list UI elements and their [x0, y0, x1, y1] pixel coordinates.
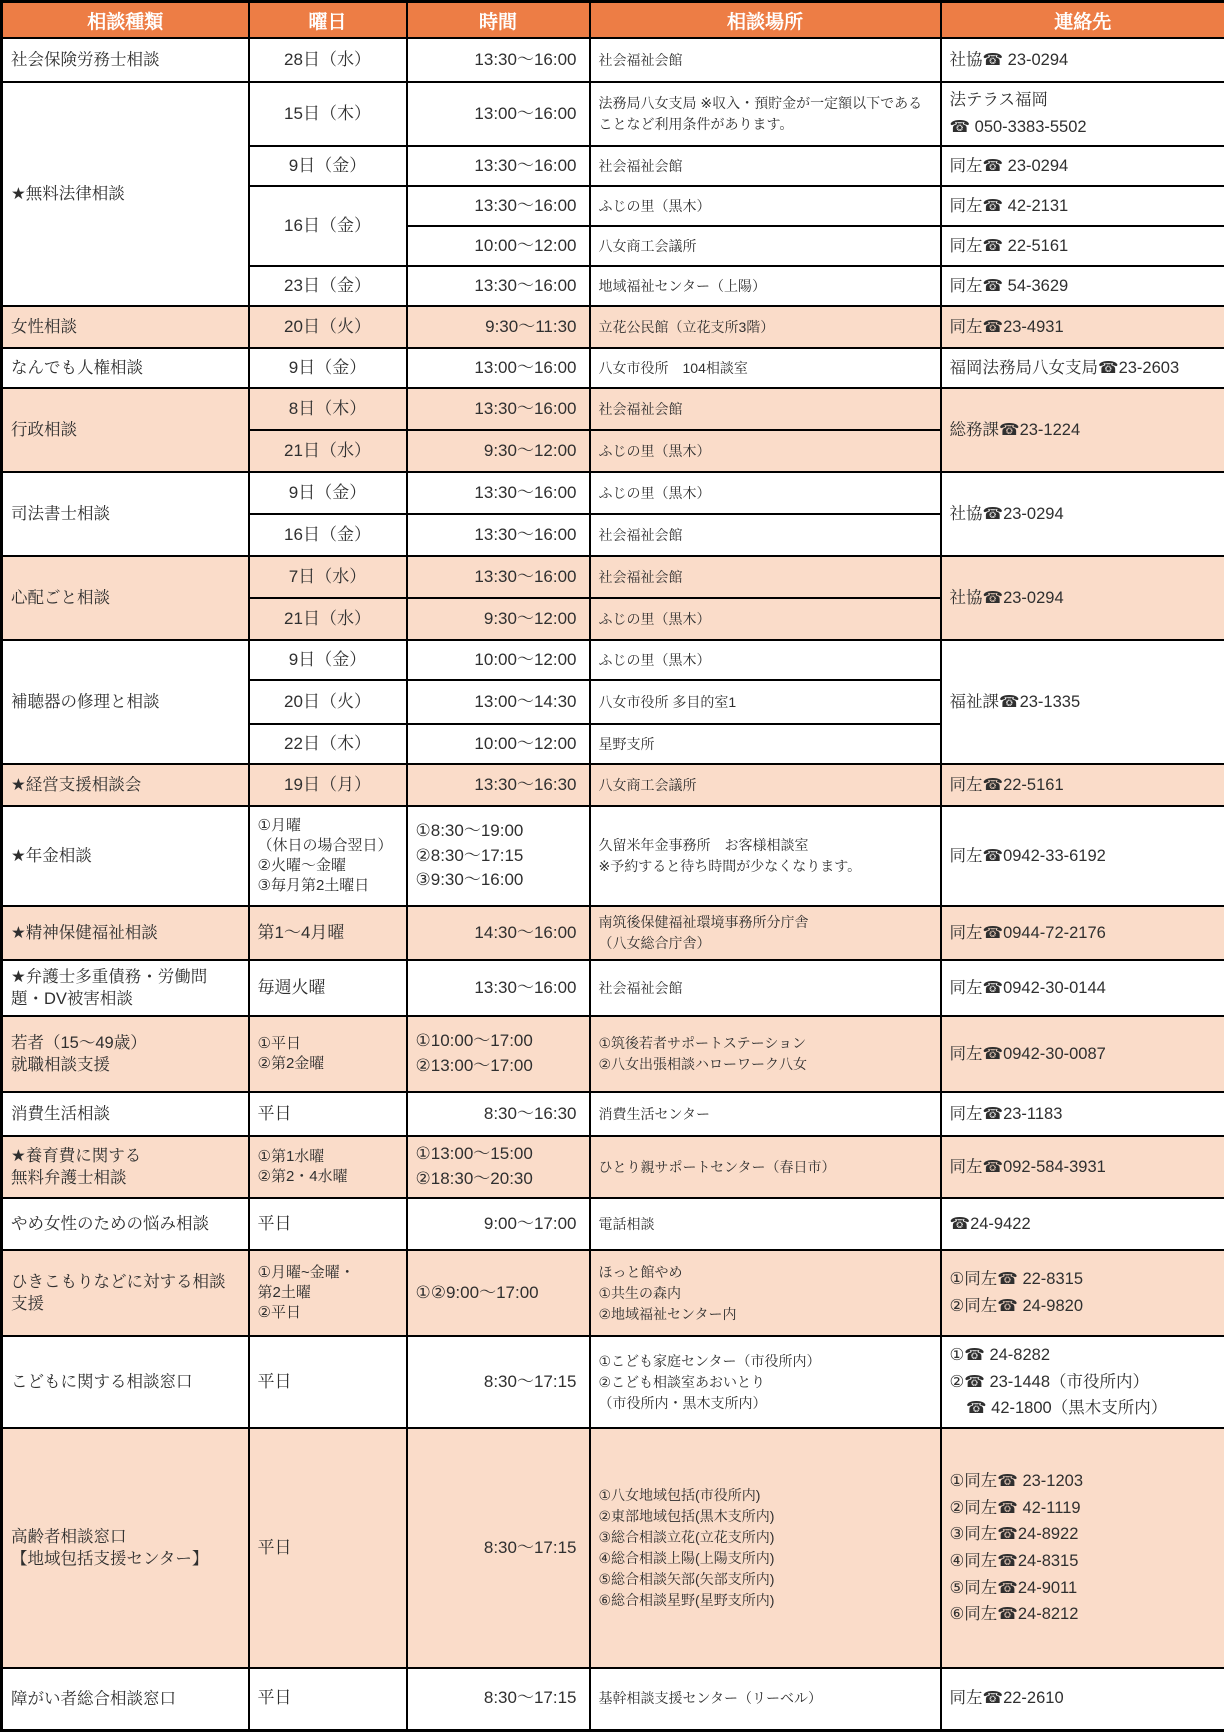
contact-cell: 同左☎0944-72-2176 [941, 906, 1224, 960]
place-cell: ほっと館やめ ①共生の森内 ②地域福祉センター内 [590, 1250, 941, 1336]
contact-cell: ☎24-9422 [941, 1198, 1224, 1250]
contact-cell: 同左☎ 54-3629 [941, 266, 1224, 306]
table-row [2, 1428, 1224, 1668]
day-cell: 9日（金） [249, 472, 407, 514]
table-row [2, 640, 1224, 680]
time-cell: 13:00～16:00 [407, 348, 590, 388]
contact-cell: 同左☎23-4931 [941, 306, 1224, 348]
contact-cell: 社協☎ 23-0294 [941, 38, 1224, 82]
time-cell: 13:30～16:00 [407, 266, 590, 306]
type-cell: ★精神保健福祉相談 [2, 906, 249, 960]
phone-icon: ☎ [964, 1345, 985, 1365]
phone-icon: ☎ [982, 49, 1004, 69]
type-cell: 若者（15～49歳） 就職相談支援 [2, 1016, 249, 1092]
contact-cell: 社協☎23-0294 [941, 556, 1224, 640]
table-row [2, 1016, 1224, 1092]
day-cell: ①月曜~金曜・ 第2土曜 ②平日 [249, 1250, 407, 1336]
contact-cell: 同左☎092-584-3931 [941, 1136, 1224, 1198]
time-cell: 13:30～16:00 [407, 556, 590, 598]
time-cell: 13:30～16:00 [407, 38, 590, 82]
type-cell: 司法書士相談 [2, 472, 249, 556]
phone-icon: ☎ [982, 155, 1004, 175]
type-cell: ★経営支援相談会 [2, 764, 249, 806]
time-cell: 14:30～16:00 [407, 906, 590, 960]
day-cell: 20日（火） [249, 680, 407, 724]
place-cell: ふじの里（黒木） [590, 472, 941, 514]
type-cell: ひきこもりなどに対する相談支援 [2, 1250, 249, 1336]
phone-icon: ☎ [982, 977, 1004, 997]
place-cell: 立花公民館（立花支所3階） [590, 306, 941, 348]
place-cell: 社会福祉会館 [590, 960, 941, 1016]
phone-icon: ☎ [982, 235, 1004, 255]
place-cell: 八女市役所 104相談室 [590, 348, 941, 388]
place-cell: 電話相談 [590, 1198, 941, 1250]
phone-icon: ☎ [1098, 357, 1119, 377]
day-cell: 平日 [249, 1198, 407, 1250]
day-cell: 23日（金） [249, 266, 407, 306]
type-cell: 社会保険労務士相談 [2, 38, 249, 82]
header-day: 曜日 [249, 2, 407, 39]
table-row [2, 306, 1224, 348]
place-cell: 社会福祉会館 [590, 514, 941, 556]
table-row [2, 1136, 1224, 1198]
contact-cell: 同左☎22-5161 [941, 764, 1224, 806]
contact-cell: 同左☎0942-30-0144 [941, 960, 1224, 1016]
place-cell: ①八女地域包括(市役所内) ②東部地域包括(黒木支所内) ③総合相談立花(立花支所内) ④総合相談上陽(上陽支所内) ⑤総合相談矢部(矢部支所内) ⑥総合相談星野(星野支所内) [590, 1428, 941, 1668]
table-row [2, 388, 1224, 430]
type-cell: なんでも人権相談 [2, 348, 249, 388]
time-cell: 13:00～16:00 [407, 82, 590, 146]
table-row [2, 1250, 1224, 1336]
place-cell: 星野支所 [590, 724, 941, 764]
table-row [2, 348, 1224, 388]
phone-icon: ☎ [949, 116, 971, 136]
header-time: 時間 [407, 2, 590, 39]
type-cell: 行政相談 [2, 388, 249, 472]
time-cell: 10:00～12:00 [407, 640, 590, 680]
phone-icon: ☎ [997, 1497, 1018, 1517]
phone-icon: ☎ [982, 1043, 1004, 1063]
header-contact: 連絡先 [941, 2, 1224, 39]
table-row [2, 556, 1224, 598]
day-cell: 9日（金） [249, 348, 407, 388]
phone-icon: ☎ [964, 1371, 985, 1391]
contact-cell: 同左☎0942-30-0087 [941, 1016, 1224, 1092]
place-cell: 八女商工会議所 [590, 226, 941, 266]
time-cell: 13:30～16:00 [407, 186, 590, 226]
schedule-table-body [2, 38, 1224, 1730]
day-cell: 20日（火） [249, 306, 407, 348]
day-cell: 16日（金） [249, 186, 407, 266]
phone-icon: ☎ [982, 503, 1004, 523]
time-cell: 8:30～16:30 [407, 1092, 590, 1136]
day-cell: 平日 [249, 1336, 407, 1428]
day-cell: 21日（水） [249, 598, 407, 640]
time-cell: 8:30～17:15 [407, 1668, 590, 1730]
table-header [2, 2, 1224, 39]
time-cell: 13:30～16:00 [407, 146, 590, 186]
phone-icon: ☎ [999, 691, 1020, 711]
place-cell: ふじの里（黒木） [590, 640, 941, 680]
header-row [2, 2, 1224, 39]
table-row [2, 82, 1224, 146]
contact-cell: 福岡法務局八女支局☎23-2603 [941, 348, 1224, 388]
place-cell: ふじの里（黒木） [590, 430, 941, 472]
place-cell: 南筑後保健福祉環境事務所分庁舎 （八女総合庁舎） [590, 906, 941, 960]
header-consultation-type: 相談種類 [2, 2, 249, 39]
type-cell: やめ女性のための悩み相談 [2, 1198, 249, 1250]
day-cell: 9日（金） [249, 146, 407, 186]
place-cell: 久留米年金事務所 お客様相談室 ※予約すると待ち時間が少なくなります。 [590, 806, 941, 906]
phone-icon: ☎ [982, 316, 1004, 336]
table-row [2, 1668, 1224, 1730]
time-cell: 10:00～12:00 [407, 226, 590, 266]
day-cell: ①月曜 （休日の場合翌日） ②火曜～金曜 ③毎月第2土曜日 [249, 806, 407, 906]
phone-icon: ☎ [997, 1524, 1018, 1544]
type-cell: 障がい者総合相談窓口 [2, 1668, 249, 1730]
time-cell: 13:30～16:00 [407, 514, 590, 556]
place-cell: 消費生活センター [590, 1092, 941, 1136]
phone-icon: ☎ [997, 1296, 1018, 1315]
contact-cell: 福祉課☎23-1335 [941, 640, 1224, 764]
phone-icon: ☎ [982, 774, 1004, 794]
contact-cell: 同左☎0942-33-6192 [941, 806, 1224, 906]
time-cell: 13:30～16:00 [407, 388, 590, 430]
contact-cell: 法テラス福岡 ☎ 050-3383-5502 [941, 82, 1224, 146]
phone-icon: ☎ [997, 1577, 1018, 1597]
phone-icon: ☎ [982, 1688, 1004, 1708]
time-cell: 13:30～16:00 [407, 960, 590, 1016]
phone-icon: ☎ [982, 1103, 1004, 1123]
time-cell: 9:30～11:30 [407, 306, 590, 348]
contact-cell: 同左☎23-1183 [941, 1092, 1224, 1136]
day-cell: 22日（木） [249, 724, 407, 764]
phone-icon: ☎ [982, 922, 1004, 942]
type-cell: ★弁護士多重債務・労働問題・DV被害相談 [2, 960, 249, 1016]
contact-cell: ①同左☎ 22-8315 ②同左☎ 24-9820 [941, 1250, 1224, 1336]
type-cell: ★無料法律相談 [2, 82, 249, 306]
day-cell: 9日（金） [249, 640, 407, 680]
type-cell: 高齢者相談窓口 【地域包括支援センター】 [2, 1428, 249, 1668]
day-cell: 28日（水） [249, 38, 407, 82]
day-cell: 毎週火曜 [249, 960, 407, 1016]
phone-icon: ☎ [982, 195, 1004, 215]
time-cell: 9:30～12:00 [407, 598, 590, 640]
type-cell: 消費生活相談 [2, 1092, 249, 1136]
type-cell: 心配ごと相談 [2, 556, 249, 640]
day-cell: 第1～4月曜 [249, 906, 407, 960]
place-cell: ふじの里（黒木） [590, 598, 941, 640]
place-cell: 社会福祉会館 [590, 388, 941, 430]
place-cell: ひとり親サポートセンター（春日市） [590, 1136, 941, 1198]
phone-icon: ☎ [997, 1551, 1018, 1570]
contact-cell: 同左☎ 23-0294 [941, 146, 1224, 186]
phone-icon: ☎ [999, 419, 1020, 439]
phone-icon: ☎ [949, 1213, 971, 1233]
place-cell: 地域福祉センター（上陽） [590, 266, 941, 306]
table-row [2, 1198, 1224, 1250]
contact-cell: 社協☎23-0294 [941, 472, 1224, 556]
day-cell: 19日（月） [249, 764, 407, 806]
contact-cell: 総務課☎23-1224 [941, 388, 1224, 472]
header-place: 相談場所 [590, 2, 941, 39]
time-cell: 13:30～16:30 [407, 764, 590, 806]
time-cell: ①8:30～19:00 ②8:30～17:15 ③9:30～16:00 [407, 806, 590, 906]
place-cell: 八女商工会議所 [590, 764, 941, 806]
place-cell: ①こども家庭センター（市役所内） ②こども相談室あおいとり （市役所内・黒木支所内） [590, 1336, 941, 1428]
place-cell: 基幹相談支援センター（リーベル） [590, 1668, 941, 1730]
table-row [2, 472, 1224, 514]
phone-icon: ☎ [982, 587, 1004, 607]
day-cell: 7日（水） [249, 556, 407, 598]
phone-icon: ☎ [997, 1471, 1018, 1491]
time-cell: 10:00～12:00 [407, 724, 590, 764]
time-cell: 8:30～17:15 [407, 1428, 590, 1668]
day-cell: 平日 [249, 1092, 407, 1136]
day-cell: ①第1水曜 ②第2・4水曜 [249, 1136, 407, 1198]
contact-cell: 同左☎ 42-2131 [941, 186, 1224, 226]
place-cell: 社会福祉会館 [590, 38, 941, 82]
table-row [2, 38, 1224, 82]
table-row [2, 1092, 1224, 1136]
type-cell: ★年金相談 [2, 806, 249, 906]
table-row [2, 960, 1224, 1016]
time-cell: 9:00～17:00 [407, 1198, 590, 1250]
time-cell: ①10:00～17:00 ②13:00～17:00 [407, 1016, 590, 1092]
phone-icon: ☎ [982, 275, 1004, 295]
day-cell: ①平日 ②第2金曜 [249, 1016, 407, 1092]
day-cell: 平日 [249, 1428, 407, 1668]
time-cell: 8:30～17:15 [407, 1336, 590, 1428]
phone-icon: ☎ [997, 1604, 1018, 1624]
type-cell: 女性相談 [2, 306, 249, 348]
time-cell: 13:30～16:00 [407, 472, 590, 514]
place-cell: 八女市役所 多目的室1 [590, 680, 941, 724]
time-cell: 13:00～14:30 [407, 680, 590, 724]
time-cell: ①②9:00～17:00 [407, 1250, 590, 1336]
place-cell: 法務局八女支局 ※収入・預貯金が一定額以下であることなど利用条件があります。 [590, 82, 941, 146]
place-cell: ふじの里（黒木） [590, 186, 941, 226]
phone-icon: ☎ [982, 1156, 1004, 1176]
contact-cell: ①同左☎ 23-1203 ②同左☎ 42-1119 ③同左☎24-8922 ④同左☎24-8315 ⑤同左☎24-9011 ⑥同左☎24-8212 [941, 1428, 1224, 1668]
place-cell: 社会福祉会館 [590, 146, 941, 186]
contact-cell: 同左☎ 22-5161 [941, 226, 1224, 266]
phone-icon: ☎ [966, 1398, 987, 1418]
day-cell: 21日（水） [249, 430, 407, 472]
day-cell: 8日（木） [249, 388, 407, 430]
place-cell: ①筑後若者サポートステーション ②八女出張相談ハローワーク八女 [590, 1016, 941, 1092]
day-cell: 16日（金） [249, 514, 407, 556]
contact-cell: ①☎ 24-8282 ②☎ 23-1448（市役所内） ☎ 42-1800（黒木支所内） [941, 1336, 1224, 1428]
day-cell: 15日（木） [249, 82, 407, 146]
time-cell: 9:30～12:00 [407, 430, 590, 472]
contact-cell: 同左☎22-2610 [941, 1668, 1224, 1730]
type-cell: ★養育費に関する 無料弁護士相談 [2, 1136, 249, 1198]
table-row [2, 806, 1224, 906]
type-cell: こどもに関する相談窓口 [2, 1336, 249, 1428]
table-row [2, 1336, 1224, 1428]
phone-icon: ☎ [982, 845, 1004, 865]
day-cell: 平日 [249, 1668, 407, 1730]
table-row [2, 764, 1224, 806]
type-cell: 補聴器の修理と相談 [2, 640, 249, 764]
time-cell: ①13:00～15:00 ②18:30～20:30 [407, 1136, 590, 1198]
phone-icon: ☎ [997, 1269, 1018, 1289]
table-row [2, 906, 1224, 960]
place-cell: 社会福祉会館 [590, 556, 941, 598]
